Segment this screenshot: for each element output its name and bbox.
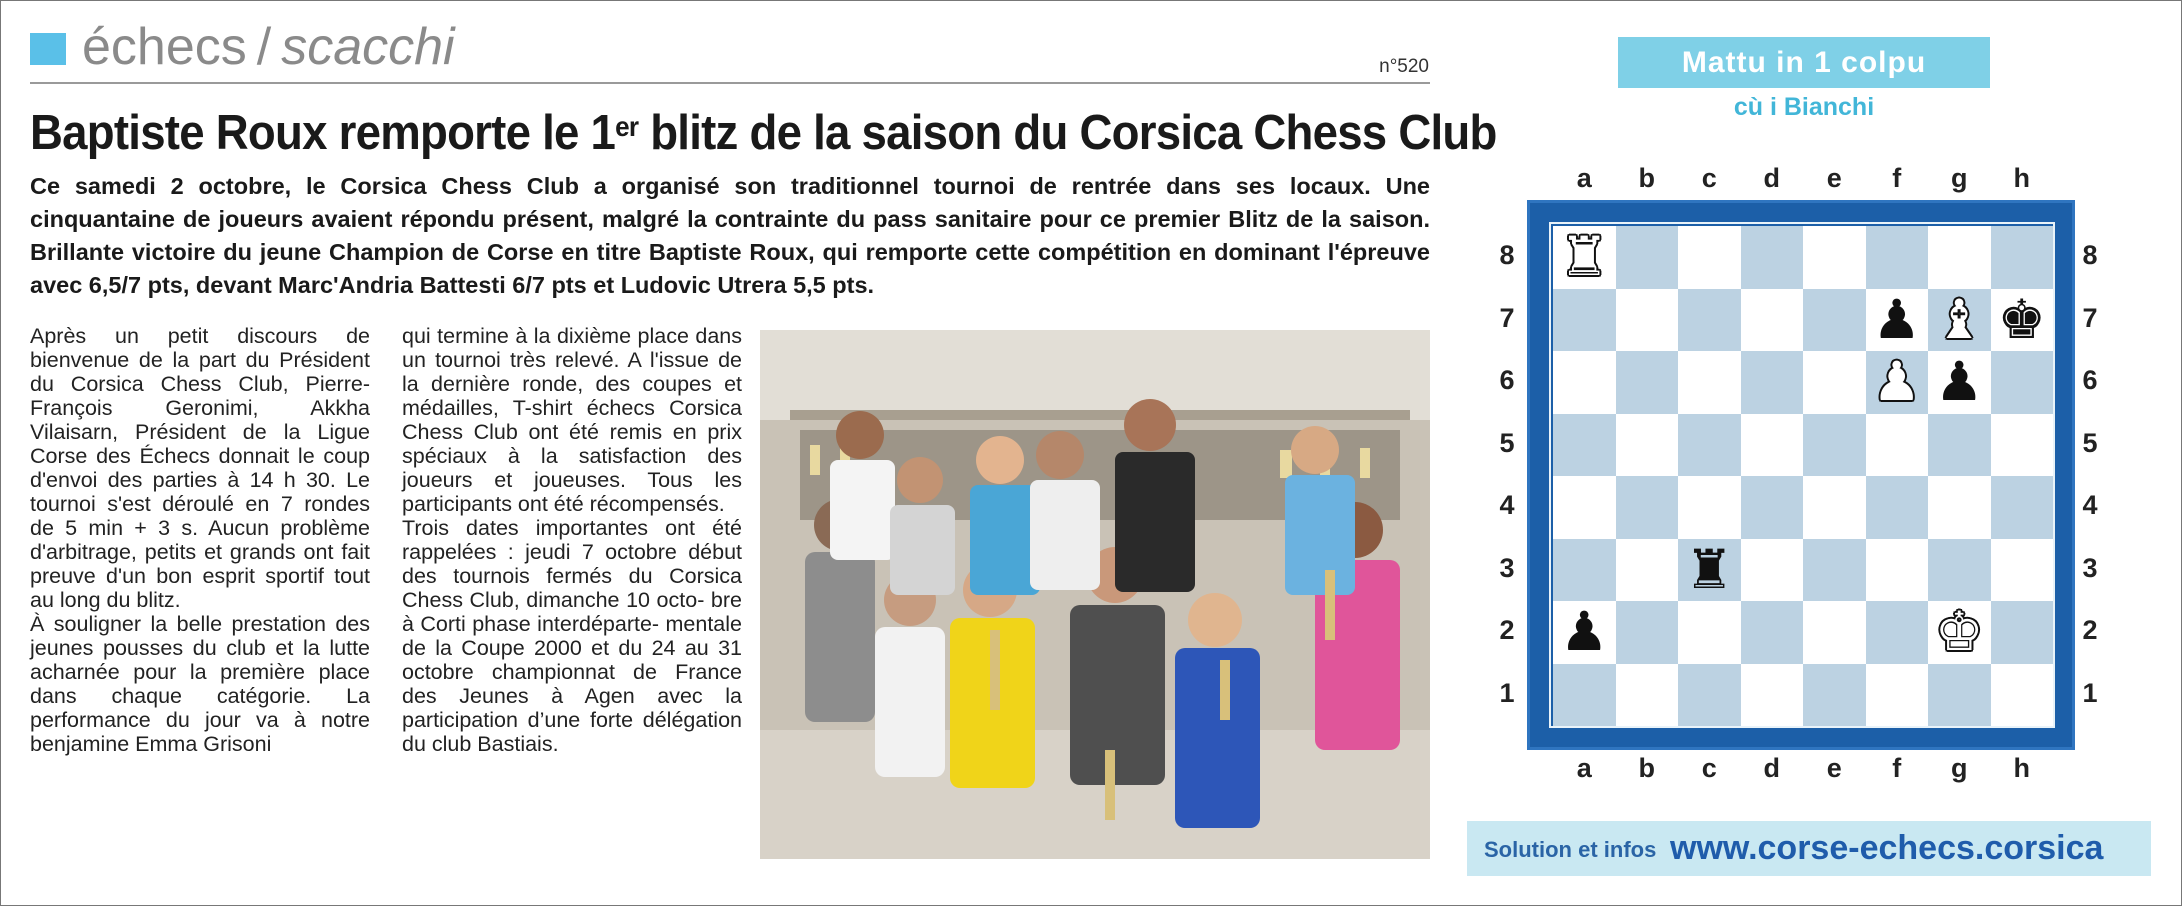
rank-label-1-left: 1	[1499, 677, 1515, 708]
square-b6	[1616, 351, 1679, 414]
headline-post: blitz de la saison du Corsica Chess Club	[638, 106, 1497, 160]
square-e5	[1803, 414, 1866, 477]
square-c1	[1678, 664, 1741, 727]
square-f7	[1866, 289, 1929, 352]
square-h8	[1991, 226, 2054, 289]
piece-white-g2: ♚	[1935, 600, 1984, 664]
square-c3	[1678, 539, 1741, 602]
file-label-e-bottom: e	[1826, 753, 1842, 783]
rank-label-5-right: 5	[2082, 427, 2098, 458]
file-label-h-top: h	[2013, 163, 2030, 193]
square-g4	[1928, 476, 1991, 539]
square-e8	[1803, 226, 1866, 289]
square-a2	[1553, 601, 1616, 664]
rank-label-4-left: 4	[1499, 490, 1515, 521]
chess-board-frame	[1527, 200, 2075, 750]
footer-url[interactable]: www.corse-echecs.corsica	[1670, 829, 2104, 867]
square-f4	[1866, 476, 1929, 539]
piece-white-a8: ♜	[1560, 225, 1609, 289]
rank-label-6-left: 6	[1499, 365, 1515, 396]
piece-white-f6: ♟	[1872, 350, 1921, 414]
chess-board-border	[1549, 222, 2055, 728]
lead-paragraph: Ce samedi 2 octobre, le Corsica Chess Club a organisé son traditionnel tournoi de rentrée dans ses locaux. Une cinquantaine de joueurs avaient répondu présent, malgré la contrainte du pass sanitaire pour ce premier Blitz de la saison. Brillante victoire du jeune Champion de Corse en titre Baptiste Roux, qui remporte cette compétition en dominant l'épreuve avec 6,5/7 pts, devant Marc'Andria Battesti 6/7 pts et Ludovic Utrera 5,5 pts.	[30, 173, 1430, 298]
square-g6	[1928, 351, 1991, 414]
square-h1	[1991, 664, 2054, 727]
square-c7	[1678, 289, 1741, 352]
square-e7	[1803, 289, 1866, 352]
square-e2	[1803, 601, 1866, 664]
square-d4	[1741, 476, 1804, 539]
square-d7	[1741, 289, 1804, 352]
square-b2	[1616, 601, 1679, 664]
square-a7	[1553, 289, 1616, 352]
square-a8	[1553, 226, 1616, 289]
article-column-2	[402, 324, 742, 756]
square-g1	[1928, 664, 1991, 727]
file-label-g-bottom: g	[1951, 753, 1968, 783]
puzzle-subtitle: cù i Bianchi	[1733, 93, 1875, 121]
square-b1	[1616, 664, 1679, 727]
square-a6	[1553, 351, 1616, 414]
column-2-paragraph-2: Trois dates importantes ont été rappelées : jeudi 7 octobre début des tournois fermés du Corsica Chess Club, dimanche 10 octo- bre à Corti phase interdéparte- mentale de la Coupe 2000 et du 24 au 31 octobre championnat de France des Jeunes à Agen avec la participation d’une forte délégation du club Bastiais.	[402, 516, 742, 756]
square-a3	[1553, 539, 1616, 602]
square-g3	[1928, 539, 1991, 602]
square-e1	[1803, 664, 1866, 727]
puzzle-title: Mattu in 1 colpu	[1618, 37, 1990, 88]
rank-label-3-left: 3	[1499, 552, 1515, 583]
square-f2	[1866, 601, 1929, 664]
headline	[30, 100, 1497, 166]
column-1-paragraph-2: À souligner la belle prestation des jeunes pousses du club et la lutte acharnée pour la première place dans chaque catégorie. La performance du jour va à notre benjamine Emma Grisoni	[30, 612, 370, 756]
piece-white-g7: ♝	[1935, 287, 1984, 351]
footer-label: Solution et infos	[1484, 837, 1657, 862]
file-label-d-top: d	[1763, 163, 1780, 193]
file-label-d-bottom: d	[1763, 753, 1780, 783]
group-photo	[760, 330, 1430, 859]
rank-label-7-left: 7	[1499, 302, 1515, 333]
section-title-fr: échecs	[82, 18, 247, 76]
square-f6	[1866, 351, 1929, 414]
rank-label-5-left: 5	[1499, 427, 1515, 458]
square-g8	[1928, 226, 1991, 289]
piece-black-a2: ♟	[1560, 600, 1609, 664]
file-label-e-top: e	[1826, 163, 1842, 193]
square-h4	[1991, 476, 2054, 539]
square-c8	[1678, 226, 1741, 289]
square-b5	[1616, 414, 1679, 477]
file-label-b-top: b	[1638, 163, 1655, 193]
square-h3	[1991, 539, 2054, 602]
square-b4	[1616, 476, 1679, 539]
square-g7	[1928, 289, 1991, 352]
square-d6	[1741, 351, 1804, 414]
rank-label-8-left: 8	[1499, 240, 1515, 271]
square-a4	[1553, 476, 1616, 539]
square-c4	[1678, 476, 1741, 539]
square-d2	[1741, 601, 1804, 664]
piece-black-h7: ♚	[1997, 287, 2046, 351]
square-d8	[1741, 226, 1804, 289]
header-rule	[30, 82, 1430, 84]
column-1-paragraph-1: Après un petit discours de bienvenue de la part du Président du Corsica Chess Club, Pierre-François Geronimi, Akkha Vilaisarn, Président de la Ligue Corse des Échecs donnait le coup d'envoi des parties à 14 h 30. Le tournoi s'est déroulé en 7 rondes de 5 min + 3 s. Aucun problème d'arbitrage, petits et grands ont fait preuve d'un bon esprit sportif tout au long du blitz.	[30, 324, 370, 612]
square-e4	[1803, 476, 1866, 539]
square-e6	[1803, 351, 1866, 414]
rank-label-6-right: 6	[2082, 365, 2098, 396]
article-column-1	[30, 324, 370, 756]
file-label-c-top: c	[1701, 163, 1717, 193]
square-h5	[1991, 414, 2054, 477]
section-separator: /	[256, 18, 272, 76]
column-2-paragraph-1: qui termine à la dixième place dans un tournoi très relevé. A l'issue de la dernière ronde, des coupes et médailles, T-shirt échecs Corsica Chess Club ont été remis en prix spéciaux à la satisfaction des joueurs et joueuses. Tous les participants ont été récompensés.	[402, 324, 742, 516]
square-c5	[1678, 414, 1741, 477]
headline-sup: er	[615, 111, 639, 142]
section-title-co: scacchi	[281, 18, 455, 76]
square-b3	[1616, 539, 1679, 602]
square-f1	[1866, 664, 1929, 727]
square-g5	[1928, 414, 1991, 477]
section-title	[82, 14, 455, 80]
rank-label-1-right: 1	[2082, 677, 2098, 708]
file-label-a-top: a	[1576, 163, 1592, 193]
file-label-c-bottom: c	[1701, 753, 1717, 783]
square-f3	[1866, 539, 1929, 602]
rank-label-4-right: 4	[2082, 490, 2098, 521]
headline-pre: Baptiste Roux remporte le 1	[30, 106, 616, 160]
file-label-h-bottom: h	[2013, 753, 2030, 783]
rank-label-2-left: 2	[1499, 615, 1515, 646]
square-a1	[1553, 664, 1616, 727]
square-h6	[1991, 351, 2054, 414]
rank-label-2-right: 2	[2082, 615, 2098, 646]
square-c6	[1678, 351, 1741, 414]
square-h7	[1991, 289, 2054, 352]
chess-board	[1553, 226, 2053, 726]
square-f5	[1866, 414, 1929, 477]
file-label-a-bottom: a	[1576, 753, 1592, 783]
square-a5	[1553, 414, 1616, 477]
square-c2	[1678, 601, 1741, 664]
square-f8	[1866, 226, 1929, 289]
section-marker	[30, 33, 66, 65]
file-label-g-top: g	[1951, 163, 1968, 193]
square-e3	[1803, 539, 1866, 602]
square-d1	[1741, 664, 1804, 727]
file-label-b-bottom: b	[1638, 753, 1655, 783]
piece-black-f7: ♟	[1872, 287, 1921, 351]
square-d5	[1741, 414, 1804, 477]
issue-number: n°520	[1379, 56, 1429, 77]
square-g2	[1928, 601, 1991, 664]
square-b8	[1616, 226, 1679, 289]
square-h2	[1991, 601, 2054, 664]
file-label-f-top: f	[1892, 163, 1902, 193]
rank-label-3-right: 3	[2082, 552, 2098, 583]
piece-black-c3: ♜	[1685, 537, 1734, 601]
file-label-f-bottom: f	[1892, 753, 1902, 783]
rank-label-7-right: 7	[2082, 302, 2098, 333]
footer-banner	[1467, 821, 2151, 876]
square-d3	[1741, 539, 1804, 602]
square-b7	[1616, 289, 1679, 352]
rank-label-8-right: 8	[2082, 240, 2098, 271]
piece-black-g6: ♟	[1935, 350, 1984, 414]
